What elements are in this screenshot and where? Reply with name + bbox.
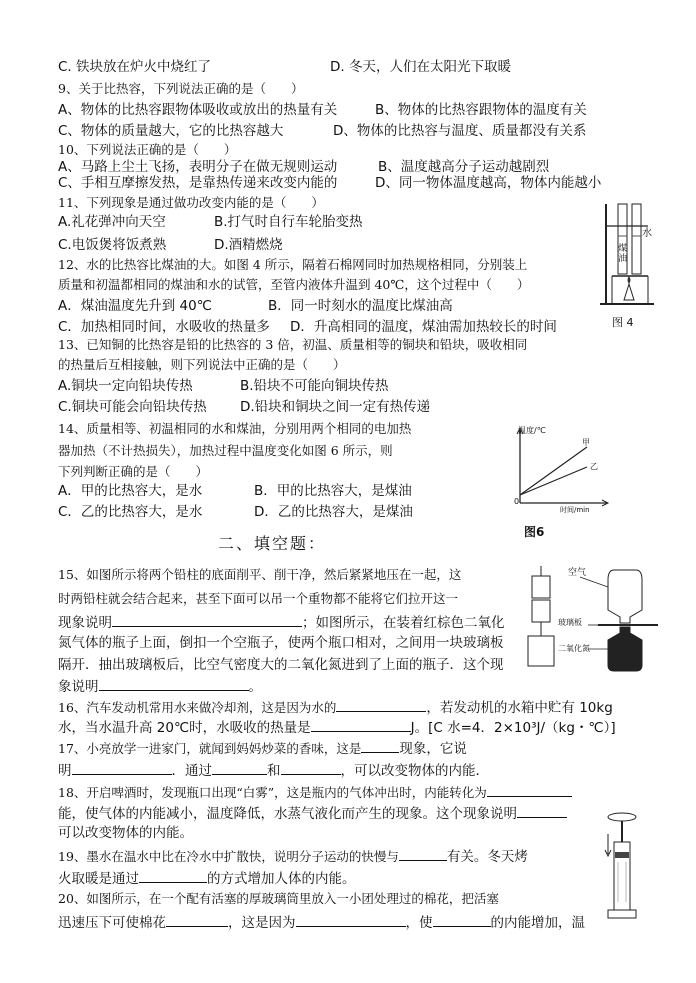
q18-line1-text-a: 18、开启啤酒时，发现瓶口出现“白雾”，这是瓶内的气体冲出时，内能转化为: [58, 785, 487, 800]
q15-line4: 氮气体的瓶子上面，倒扣一个空瓶子，使两个瓶口相对，之间用一块玻璃板: [58, 635, 504, 651]
q16-blank-2[interactable]: [311, 717, 411, 732]
q12-line2: 质量和初温都相同的煤油和水的试管，至管内液体升温到 40℃，这个过程中（ ）: [58, 277, 530, 292]
q13-option-c: C.铜块可能会向铅块传热: [58, 399, 207, 415]
figure-6-caption: 图6: [524, 525, 545, 539]
q17-blank-1[interactable]: [361, 738, 399, 753]
q12-option-d: D．升高相同的温度，煤油需加热较长的时间: [290, 319, 557, 335]
q15-line2: 时两铅柱就会结合起来，甚至下面可以吊一个重物都不能将它们拉开这一: [58, 591, 459, 606]
q18-blank-1[interactable]: [487, 782, 572, 797]
q15-line3-text-b: ；如图所示，在装着红棕色二氧化: [302, 615, 505, 631]
q14-option-b: B．甲的比热容大，是煤油: [254, 483, 412, 499]
q20-blank-1[interactable]: [166, 912, 228, 927]
q14-option-a: A．甲的比热容大，是水: [58, 483, 203, 499]
q14-line1: 14、质量相等、初温相同的水和煤油，分别用两个相同的电加热: [58, 421, 412, 436]
q12-option-b: B．同一时刻水的温度比煤油高: [268, 298, 453, 314]
q11-option-a: A.礼花弹冲向天空: [58, 214, 166, 230]
q13-option-d: D.铅块和铜块之间一定有热传递: [240, 399, 431, 415]
q17-line1-text-b: 现象，它说: [399, 741, 467, 757]
q15-line1: 15、如图所示将两个铅柱的底面削平、削干净，然后紧紧地压在一起，这: [58, 567, 462, 582]
q9-option-d: D、物体的比热容与温度、质量都没有关系: [333, 123, 587, 139]
q16-line1-text-b: ，若发动机的水箱中贮有 10kg: [426, 700, 613, 716]
q18-line3: 可以改变物体的内能。: [58, 825, 193, 841]
q13-option-b: B.铅块不可能向铜块传热: [240, 378, 389, 394]
q8-option-c: C. 铁块放在炉火中烧红了: [58, 59, 212, 75]
lead-cylinders-figure: [522, 566, 560, 676]
q15-line6-text-a: 象说明: [58, 679, 99, 695]
q19-line2-text-a: 火取暖是通过: [58, 871, 139, 887]
figure-6-ylabel: 温度/℃: [518, 426, 546, 435]
q12-option-a: A．煤油温度先升到 40℃: [58, 298, 212, 314]
q10-option-d: D、同一物体温度越高，物体内能越小: [375, 175, 602, 191]
q16-blank-1[interactable]: [336, 697, 426, 712]
q20-line1: 20、如图所示，在一个配有活塞的厚玻璃筒里放入一小团处理过的棉花，把活塞: [58, 891, 499, 906]
q14-line3: 下列判断正确的是（ ）: [58, 464, 209, 479]
q18-blank-2[interactable]: [517, 803, 567, 818]
q13-line2: 的热量后互相接触，则下列说法中正确的是（ ）: [58, 357, 346, 372]
q20-line2-text-b: ，这是因为: [228, 915, 296, 931]
q16-line2: [58, 717, 616, 737]
q20-line2-text-c: ，使: [405, 915, 433, 931]
figure-4-kerosene-label: 煤油: [618, 244, 628, 264]
q11-option-d: D.酒精燃烧: [214, 237, 283, 253]
q17-line2-text-b: ．通过: [171, 763, 212, 779]
q11-option-b: B.打气时自行车轮胎变热: [214, 214, 363, 230]
q20-line2: [58, 912, 585, 932]
q14-line2: 器加热（不计热损失），加热过程中温度变化如图 6 所示，则: [58, 443, 393, 458]
figure-6-jia-label: 甲: [582, 438, 590, 447]
no2-figure-air-label: 空气: [568, 568, 587, 578]
q20-line2-text-d: 的内能增加，温: [490, 915, 585, 931]
figure-4-water-label: 水: [642, 228, 652, 239]
q15-line3-text-a: 现象说明: [58, 615, 112, 631]
q15-line3: [58, 612, 505, 632]
q16-line2-text-b: J。[C 水=4．2×10³J/（kg・℃）]: [410, 720, 616, 736]
q19-line2: [58, 868, 356, 888]
q18-line1: [58, 782, 572, 802]
no2-figure-no2-label: 二氧化氮: [558, 644, 590, 653]
q14-option-c: C．乙的比热容大，是水: [58, 504, 203, 520]
q15-line6: [58, 676, 262, 696]
section-2-heading: 二、填空题：: [218, 534, 327, 553]
q20-line2-text-a: 迅速压下可使棉花: [58, 915, 166, 931]
q11-option-c: C.电饭煲将饭煮熟: [58, 237, 167, 253]
q8-option-d: D. 冬天，人们在太阳光下取暖: [330, 59, 511, 75]
q17-line2-text-c: 和: [267, 763, 281, 779]
q10-option-a: A、马路上尘土飞扬，表明分子在做无规则运动: [58, 159, 338, 175]
no2-bottles-figure: [558, 565, 683, 675]
q19-line1-text-b: 有关。冬天烤: [446, 849, 528, 865]
q15-blank-1[interactable]: [112, 612, 302, 627]
q9-stem: 9、关于比热容，下列说法正确的是（ ）: [58, 81, 304, 96]
q19-line1: [58, 846, 528, 866]
q18-line2: [58, 803, 567, 823]
q13-option-a: A.铜块一定向铅块传热: [58, 378, 193, 394]
q20-blank-2[interactable]: [296, 912, 406, 927]
q17-line2: [58, 760, 489, 780]
q9-option-b: B、物体的比热容跟物体的温度有关: [375, 102, 587, 118]
q15-line5: 隔开．抽出玻璃板后，比空气密度大的二氧化氮进到了上面的瓶子．这个现: [58, 657, 504, 673]
q19-line2-text-b: 的方式增加人体的内能。: [207, 871, 356, 887]
q11-stem: 11、下列现象是通过做功改变内能的是（ ）: [58, 195, 324, 210]
q19-line1-text-a: 19、墨水在温水中比在冷水中扩散快，说明分子运动的快慢与: [58, 849, 399, 864]
q17-line1-text-a: 17、小亮放学一进家门，就闻到妈妈炒菜的香味，这是: [58, 741, 362, 756]
piston-cylinder-figure: [600, 812, 644, 924]
q12-option-c: C．加热相同时间，水吸收的热量多: [58, 319, 270, 335]
q15-blank-2[interactable]: [99, 676, 249, 691]
figure-6-graph: [512, 425, 622, 540]
figure-4-caption: 图 4: [612, 316, 634, 329]
q9-option-c: C、物体的质量越大，它的比热容越大: [58, 123, 284, 139]
figure-6-xlabel: 时间/min: [560, 506, 590, 514]
no2-figure-glass-label: 玻璃板: [558, 618, 582, 627]
q18-line2-text-a: 能，使气体的内能减小，温度降低，水蒸气液化而产生的现象。这个现象说明: [58, 806, 517, 822]
q12-line1: 12、水的比热容比煤油的大。如图 4 所示，隔着石棉网同时加热规格相同，分别装上: [58, 257, 528, 272]
q16-line1-text-a: 16、汽车发动机常用水来做冷却剂，这是因为水的: [58, 700, 337, 715]
q16-line1: [58, 697, 613, 717]
q10-option-b: B、温度越高分子运动越剧烈: [378, 159, 550, 175]
q16-line2-text-a: 水，当水温升高 20℃时，水吸收的热量是: [58, 720, 311, 736]
q14-option-d: D．乙的比热容大，是煤油: [254, 504, 413, 520]
q9-option-a: A、物体的比热容跟物体吸收或放出的热量有关: [58, 102, 338, 118]
q17-blank-2[interactable]: [72, 760, 172, 775]
q20-blank-3[interactable]: [433, 912, 491, 927]
q19-blank-1[interactable]: [399, 846, 447, 861]
figure-6-origin: 0: [514, 497, 520, 506]
q17-line2-text-a: 明: [58, 763, 72, 779]
q10-option-c: C、手相互摩擦发热，是靠热传递来改变内能的: [58, 175, 338, 191]
q19-blank-2[interactable]: [139, 868, 207, 883]
q17-blank-4[interactable]: [281, 760, 341, 775]
q17-blank-3[interactable]: [212, 760, 267, 775]
q15-line6-text-b: 。: [248, 679, 262, 695]
q10-stem: 10、下列说法正确的是（ ）: [58, 142, 237, 157]
figure-6-yi-label: 乙: [590, 462, 598, 471]
q17-line1: [58, 738, 467, 758]
q17-line2-text-d: ，可以改变物体的内能．: [340, 763, 489, 779]
figure-4-apparatus: [598, 196, 658, 329]
q13-line1: 13、已知铜的比热容是铅的比热容的 3 倍，初温、质量相等的铜块和铅块，吸收相同: [58, 337, 528, 352]
